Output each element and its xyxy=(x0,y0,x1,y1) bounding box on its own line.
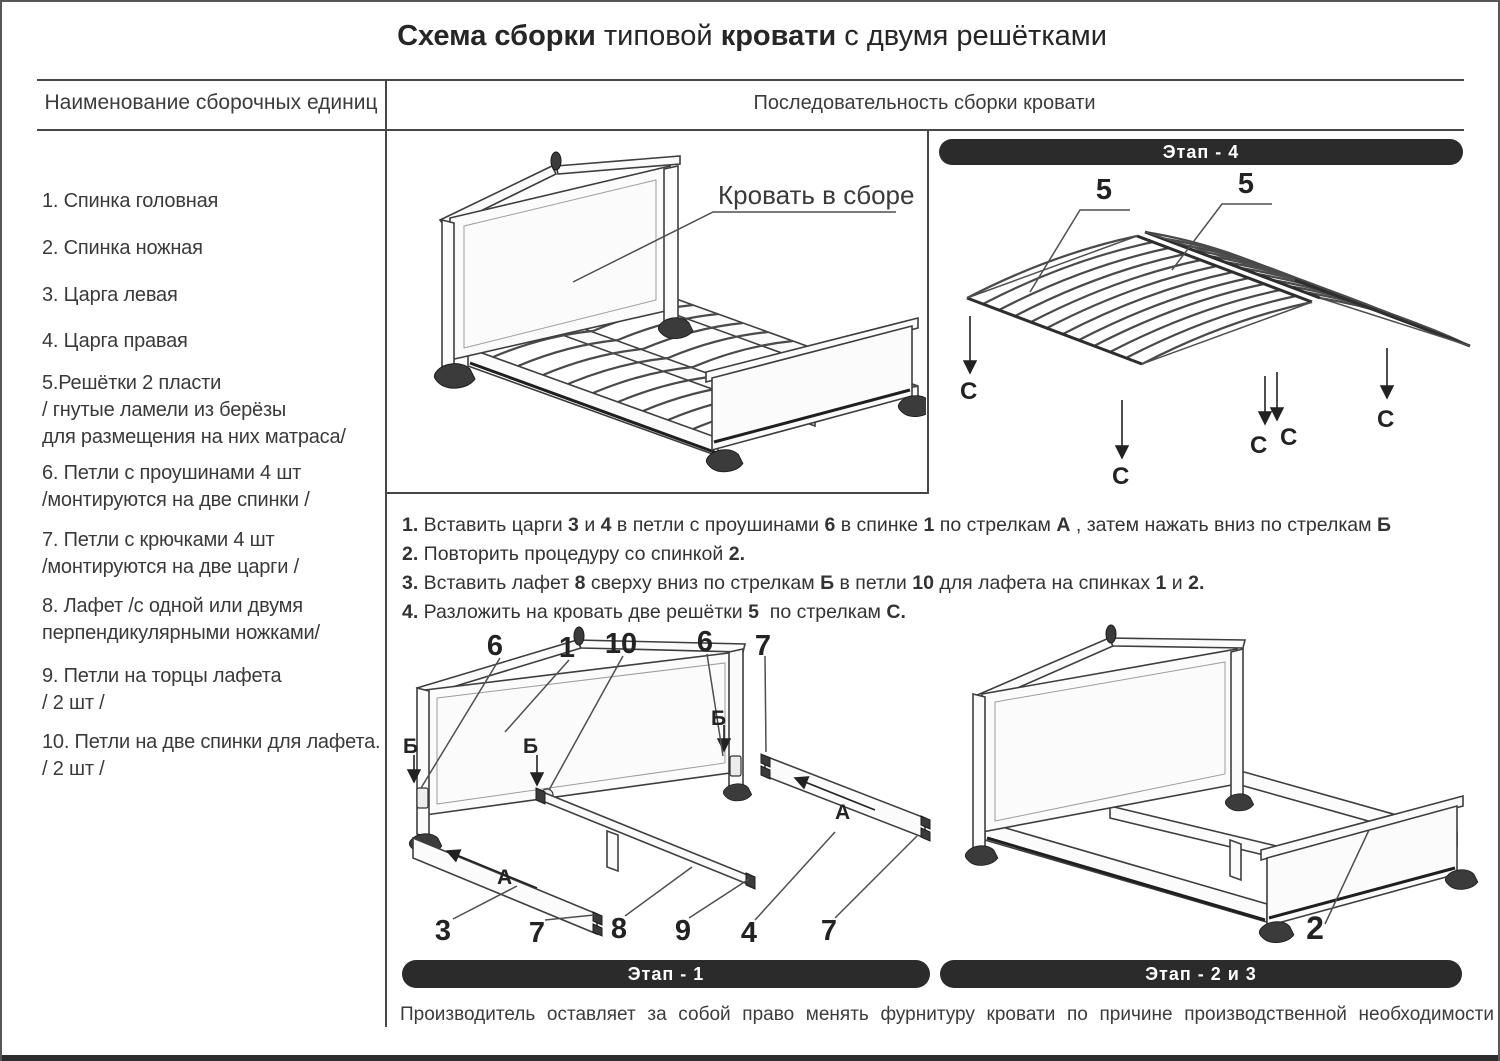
assembled-bed-panel xyxy=(388,134,926,490)
list-item-line: перпендикулярными ножками/ xyxy=(42,622,320,644)
list-item-1 xyxy=(42,188,387,215)
part-label-4: 4 xyxy=(740,917,758,949)
right-column-header: Последовательность сборки кровати xyxy=(753,92,1096,114)
stage1-badge: Этап - 1 xyxy=(402,960,930,988)
list-item-line: 5.Решётки 2 пласти xyxy=(42,372,222,394)
list-item-4 xyxy=(42,328,387,355)
list-item-line: 3. Царга левая xyxy=(42,284,178,306)
list-item-9 xyxy=(42,663,387,717)
assembled-box-right-border xyxy=(927,129,929,494)
list-item-line: / 2 шт / xyxy=(42,758,105,780)
stage1-panel xyxy=(397,624,932,956)
part-label-7: 7 xyxy=(754,630,772,662)
part-label-1: 1 xyxy=(558,632,576,664)
list-item-8 xyxy=(42,593,387,647)
part-label-9: 9 xyxy=(674,915,692,947)
arrow-label-c: С xyxy=(1112,463,1130,490)
list-item-line: 7. Петли с крючками 4 шт xyxy=(42,529,275,551)
manufacturer-note: Производитель оставляет за собой право менять фурнитуру кровати по причине производственной необходимости xyxy=(400,1004,1494,1025)
arrow-label-c: С xyxy=(1280,424,1298,451)
arrow-label-a: А xyxy=(497,866,513,889)
list-item-line: 10. Петли на две спинки для лафета. xyxy=(42,731,381,753)
stage1-drawing xyxy=(397,624,932,956)
arrow-label-c: С xyxy=(1250,432,1268,459)
part-label-7c: 7 xyxy=(528,917,546,949)
list-item-line: /монтируются на две царги / xyxy=(42,556,299,578)
part-label-2: 2 xyxy=(1306,910,1324,946)
arrow-label-b: Б xyxy=(403,735,419,758)
instruction-step-3: 3. Вставить лафет 8 сверху вниз по стрелкам Б в петли 10 для лафета на спинках 1 и 2. xyxy=(402,572,1205,594)
list-item-line: /монтируются на две спинки / xyxy=(42,489,310,511)
list-item-line: 6. Петли с проушинами 4 шт xyxy=(42,462,302,484)
list-item-line: 2. Спинка ножная xyxy=(42,237,203,259)
stage4-drawing xyxy=(932,168,1498,504)
part-label-7d: 7 xyxy=(820,915,838,947)
list-item-line: / 2 шт / xyxy=(42,692,105,714)
arrow-label-b: Б xyxy=(523,735,539,758)
list-item-line: 8. Лафет /с одной или двумя xyxy=(42,595,303,617)
list-item-2 xyxy=(42,235,387,262)
assembled-bed-callout: Кровать в сборе xyxy=(718,180,915,210)
arrow-label-b: Б xyxy=(711,707,727,730)
grid-label-5-left: 5 xyxy=(1095,174,1113,206)
instruction-step-1: 1. Вставить царги 3 и 4 в петли с проушинами 6 в спинке 1 по стрелкам А , затем нажать вниз по стрелкам Б xyxy=(402,514,1391,536)
list-item-line: 9. Петли на торцы лафета xyxy=(42,665,282,687)
bottom-border-bar xyxy=(2,1055,1500,1061)
instruction-step-4: 4. Разложить на кровать две решётки 5 по стрелкам С. xyxy=(402,601,906,623)
arrow-label-c: С xyxy=(960,378,978,405)
stage23-panel xyxy=(937,624,1497,956)
page-title: Схема сборки типовой кровати с двумя решётками xyxy=(397,20,1107,52)
stage4-badge: Этап - 4 xyxy=(939,139,1463,165)
part-label-6b: 6 xyxy=(696,626,714,658)
header-bottom-line xyxy=(37,129,1464,131)
stage23-drawing xyxy=(937,624,1497,956)
list-item-line: для размещения на них матраса/ xyxy=(42,426,346,448)
arrow-label-a: А xyxy=(835,801,851,824)
part-label-8: 8 xyxy=(610,913,628,945)
left-column-header: Наименование сборочных единиц xyxy=(44,91,378,114)
stage23-badge: Этап - 2 и 3 xyxy=(940,960,1462,988)
list-item-7 xyxy=(42,527,387,581)
header-top-line xyxy=(37,79,1464,81)
stage4-panel xyxy=(932,168,1498,504)
list-item-5 xyxy=(42,370,387,451)
instruction-step-2: 2. Повторить процедуру со спинкой 2. xyxy=(402,543,745,565)
list-item-3 xyxy=(42,282,387,309)
list-item-10 xyxy=(42,729,387,783)
list-item-line: 1. Спинка головная xyxy=(42,190,219,212)
part-label-10: 10 xyxy=(604,628,638,660)
part-label-3: 3 xyxy=(434,915,452,947)
assembled-box-bottom-border xyxy=(385,492,929,494)
grid-one-slats xyxy=(967,236,1312,364)
list-item-6 xyxy=(42,460,387,514)
list-item-line: / гнутые ламели из берёзы xyxy=(42,399,287,421)
list-item-line: 4. Царга правая xyxy=(42,330,188,352)
part-label-6: 6 xyxy=(486,630,504,662)
arrow-label-c: С xyxy=(1377,406,1395,433)
grid-label-5-right: 5 xyxy=(1237,168,1255,200)
